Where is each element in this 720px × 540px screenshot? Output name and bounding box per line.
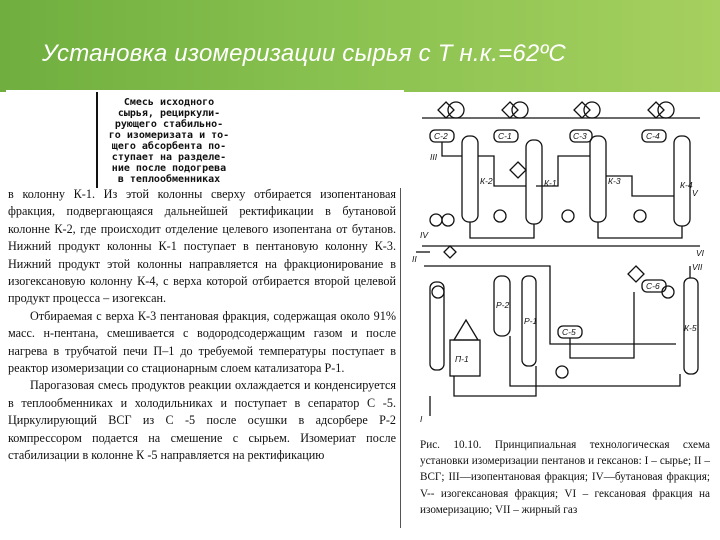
diagram-label: К-5 [684,323,697,333]
scan-line: сырья, рециркули- [117,108,221,119]
stream-label: VI [696,248,705,258]
stream-label: II [412,254,417,264]
exchanger [510,162,526,178]
process-flow-diagram [410,96,710,436]
figure-caption: Рис. 10.10. Принципиальная технологическая схема установки изомеризации пентанов и гексанов: I – сырье; II – ВСГ; III—изопентановая фракция; IV—бутановая фракция; V-- изогексановая фракция; VI – гексановая фракция на изомеризацию; VII – жирный газ [420,439,710,516]
page-divider [96,92,98,188]
title-bar [0,0,720,92]
process-line [598,222,682,238]
scan-line: го изомеризата и то- [108,130,230,141]
exchanger [438,102,454,118]
cooler [512,102,528,118]
pump [430,214,442,226]
paragraph: в колонну К-1. Из этой колонны сверху отбирается изопентановая фракция, подвергающаяся дальнейшей ректификации в бутановой колонне К-2, где происходит отделение целевого изопентана от бутанов. Нижний продукт колонны К-1 поступает в пентановую колонну К-3. Нижний продукт этой колонны направляется на фракционирование в изогексановую колонну К-4, с верха которой отбирается второй целевой продукт процесса – изогексан. [8,187,396,306]
process-line [470,222,534,238]
stream-label: I [420,414,423,424]
diagram-label: С-1 [498,131,512,141]
diagram-label: К-3 [608,176,621,186]
scan-line: Смесь исходного [123,97,215,108]
scan-line: щего абсорбента по- [111,141,227,152]
stream-label: III [430,152,438,162]
exchanger [628,266,644,282]
pump [662,286,674,298]
exchanger [574,102,590,118]
scan-line: в теплообменниках [117,174,221,185]
diagram-label: К-4 [680,180,693,190]
process-line [442,142,462,156]
page-divider [400,188,401,528]
stream-label: IV [420,230,429,240]
column-k2 [462,136,478,222]
cooler [448,102,464,118]
slide-title: Установка изомеризации сырья с Т н.к.=62ºС [42,40,566,67]
diagram-label: Р-2 [496,300,510,310]
process-line [424,266,676,344]
exchanger [648,102,664,118]
diagram-label: С-4 [646,131,660,141]
stream-label: V [692,188,698,198]
diagram-label: К-2 [480,176,493,186]
process-line [570,292,634,358]
pump [634,210,646,222]
diagram-label: С-3 [573,131,587,141]
process-line [454,366,536,396]
pump [494,210,506,222]
pump [556,366,568,378]
scanned-text-fragment [36,96,302,188]
stream-label: VII [692,262,703,272]
pump [442,214,454,226]
diagram-label: С-5 [562,327,576,337]
diagram-label: П-1 [455,354,469,364]
book-text [8,186,396,465]
diagram-label: С-2 [434,131,448,141]
paragraph: Парогазовая смесь продуктов реакции охлаждается и конденсируется в теплообменниках и холодильниках и поступает в сепаратор С -5. Циркулирующий ВСГ из С -5 после осушки в адсорбере Р-2 компрессором подается на смешение с сырьем. Изомериат после стабилизации в колонне К -5 направляется на ректификацию [8,378,396,463]
diagram-label: Р-1 [524,316,538,326]
diagram-label: С-6 [646,281,660,291]
column-lower-left [430,282,444,370]
scan-line: ступает на разделе- [111,152,227,163]
pump [562,210,574,222]
cooler [584,102,600,118]
column-k3 [590,136,606,222]
diagram-label: К-1 [544,178,557,188]
column-k1 [526,140,542,224]
furnace-p1-roof [454,320,478,340]
cooler [658,102,674,118]
exchanger [502,102,518,118]
pump [432,286,444,298]
scan-line: рующего стабильно- [114,119,224,130]
exchanger [444,246,456,258]
scan-line: ние после подогрева [111,163,227,174]
paragraph: Отбираемая с верха К-3 пентановая фракция, содержащая около 91% масс. н-пентана, смешивается с водородсодержащим газом и после нагрева в трубчатой печи П–1 до требуемой температуры поступает в реактор изомеризации со стационарным слоем катализатора Р-1. [8,308,396,376]
